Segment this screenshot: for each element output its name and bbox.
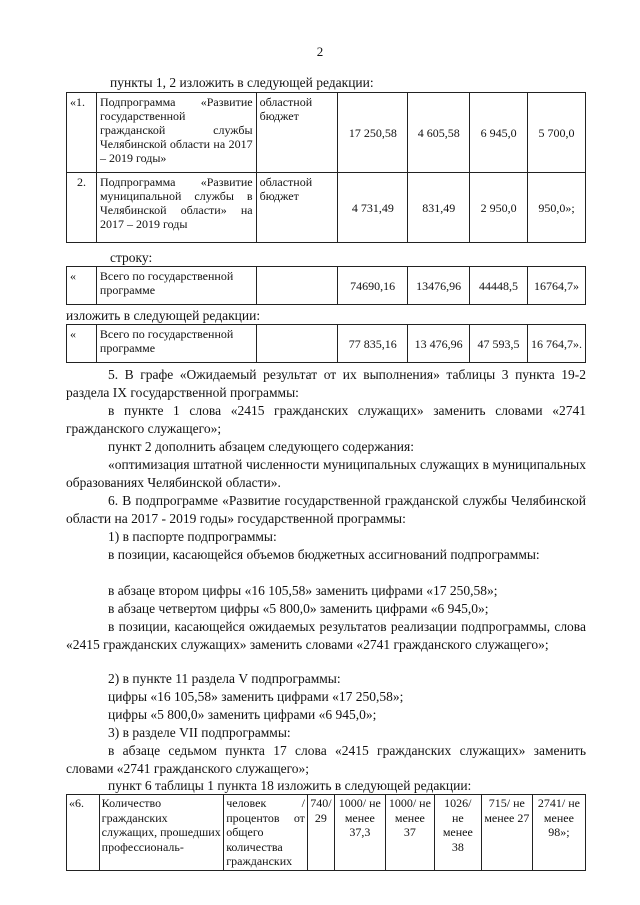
table-row (67, 267, 586, 305)
amount-2018: 2 950,0 (470, 173, 528, 243)
subprogram-name: Подпрограмма «Развитие государственной гражданской службы Челябинской области на 2017 – 2019 годы» (96, 93, 256, 173)
row-number: «6. (67, 795, 100, 871)
total-table-new (66, 324, 586, 363)
amount-total: 77 835,16 (338, 325, 408, 363)
intro-text-2: строку: (110, 250, 153, 265)
indicator-value: 715/ не менее 27 (481, 795, 532, 871)
paragraph: «оптимизация штатной численности муниципальных служащих в муниципальных образованиях Челябинской области». (66, 457, 586, 490)
paragraph: пункт 2 дополнить абзацем следующего содержания: (108, 439, 414, 454)
amount-2019: 950,0»; (528, 173, 586, 243)
intro-text-3: изложить в следующей редакции: (66, 308, 261, 323)
amount-2018: 47 593,5 (470, 325, 528, 363)
paragraph: в пункте 1 слова «2415 гражданских служащих» заменить словами «2741 гражданского служащего»; (66, 403, 586, 436)
row-number: « (67, 325, 97, 363)
funding-source: областной бюджет (256, 93, 338, 173)
paragraph: 5. В графе «Ожидаемый результат от их выполнения» таблицы 3 пункта 19-2 раздела IX государственной программы: (66, 367, 586, 400)
amount-2017: 4 605,58 (408, 93, 470, 173)
amount-2017: 13 476,96 (408, 325, 470, 363)
paragraph: в абзаце четвертом цифры «5 800,0» заменить цифрами «6 945,0»; (108, 601, 489, 616)
paragraph: в позиции, касающейся объемов бюджетных ассигнований подпрограммы: (108, 547, 540, 562)
paragraph: 2) в пункте 11 раздела V подпрограммы: (108, 671, 341, 686)
indicator-value: 2741/ не менее 98»; (532, 795, 585, 871)
amount-2018: 6 945,0 (470, 93, 528, 173)
paragraph: цифры «5 800,0» заменить цифрами «6 945,0»; (108, 707, 377, 722)
total-table-old (66, 266, 586, 305)
row-number: 2. (67, 173, 97, 243)
indicator-value: 740/ 29 (307, 795, 334, 871)
amount-2017: 13476,96 (408, 267, 470, 305)
row-number: «1. (67, 93, 97, 173)
funding-source (256, 267, 338, 305)
amount-2019: 16764,7» (527, 267, 585, 305)
indicator-name: Количество гражданских служащих, прошедших профессиональ- (99, 795, 224, 871)
budget-table-1 (66, 92, 586, 243)
amount-total: 74690,16 (338, 267, 408, 305)
indicator-table (66, 794, 586, 871)
paragraph: пункт 6 таблицы 1 пункта 18 изложить в следующей редакции: (108, 778, 472, 793)
funding-source (256, 325, 338, 363)
paragraph: цифры «16 105,58» заменить цифрами «17 250,58»; (108, 689, 404, 704)
amount-2017: 831,49 (408, 173, 470, 243)
amount-2019: 5 700,0 (528, 93, 586, 173)
subprogram-name: Подпрограмма «Развитие муниципальной службы в Челябинской области» на 2017 – 2019 годы (96, 173, 256, 243)
paragraph: 3) в разделе VII подпрограммы: (108, 725, 291, 740)
total-label: Всего по государственной программе (96, 267, 256, 305)
indicator-value: 1026/ не менее 38 (434, 795, 481, 871)
amount-total: 17 250,58 (338, 93, 408, 173)
paragraph: 1) в паспорте подпрограммы: (108, 529, 277, 544)
paragraph: в абзаце втором цифры «16 105,58» заменить цифрами «17 250,58»; (108, 583, 498, 598)
amount-2019: 16 764,7». (528, 325, 586, 363)
amount-2018: 44448,5 (470, 267, 528, 305)
page-number: 2 (316, 44, 324, 59)
table-row (67, 93, 586, 173)
table-row (67, 173, 586, 243)
total-label: Всего по государственной программе (96, 325, 256, 363)
table-row (67, 325, 586, 363)
paragraph: в абзаце седьмом пункта 17 слова «2415 гражданских служащих» заменить словами «2741 гражданского служащего»; (66, 743, 586, 776)
funding-source: областной бюджет (256, 173, 338, 243)
intro-text-1: пункты 1, 2 изложить в следующей редакции: (110, 75, 374, 90)
row-number: « (67, 267, 97, 305)
indicator-unit: человек / процентов от общего количества гражданских (224, 795, 308, 871)
amount-total: 4 731,49 (338, 173, 408, 243)
indicator-value: 1000/ не менее 37 (385, 795, 434, 871)
indicator-value: 1000/ не менее 37,3 (334, 795, 385, 871)
paragraph: в позиции, касающейся ожидаемых результатов реализации подпрограммы, слова «2415 гражданских служащих» заменить словами «2741 гражданского служащего»; (66, 619, 586, 652)
table-row (67, 795, 586, 871)
paragraph: 6. В подпрограмме «Развитие государственной гражданской службы Челябинской области на 2017 - 2019 годы» государственной программы: (66, 493, 586, 526)
